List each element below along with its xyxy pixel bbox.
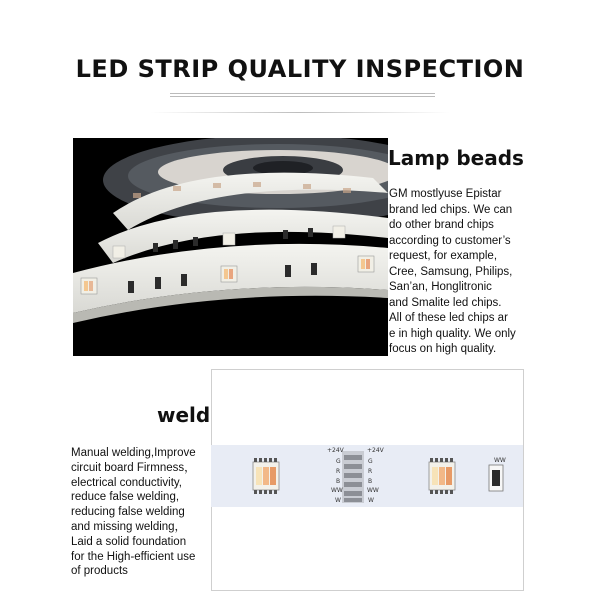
lamp-beads-line: GM mostlyuse Epistar — [389, 188, 502, 200]
weld-line: Laid a solid foundation — [71, 535, 187, 548]
pad-label-left: WW — [331, 487, 343, 494]
led-reel-photo-icon — [73, 138, 388, 356]
pad-label-right: R — [368, 468, 373, 475]
lamp-beads-line: San’an, Honglitronic — [389, 281, 492, 293]
weld-line: electrical conductivity, — [71, 476, 182, 489]
pad-label-left: R — [336, 468, 341, 475]
pad-label-left: +24V — [327, 447, 344, 454]
weld-line: for the High-efficient use — [71, 550, 196, 563]
lamp-beads-heading: Lamp beads — [388, 146, 524, 170]
rgbw-led-chip-icon — [253, 458, 279, 494]
weld-heading: weld — [157, 403, 211, 427]
weld-line: reduce false welding, — [71, 491, 180, 504]
pad-label-right: WW — [367, 487, 379, 494]
weld-description — [71, 446, 221, 579]
lamp-beads-line: brand led chips. We can — [389, 203, 513, 216]
lamp-beads-line: Cree, Samsung, Philips, — [389, 265, 513, 278]
lamp-beads-line: according to customer’s — [389, 234, 511, 247]
pad-label-right: +24V — [367, 447, 384, 454]
resistor-icon — [489, 465, 503, 491]
solder-pad-icon — [342, 451, 364, 503]
resistor-label: WW — [494, 457, 506, 464]
lamp-beads-line: e in high quality. We only — [389, 327, 516, 340]
lamp-beads-line: request, for example, — [389, 250, 498, 262]
page-title: LED STRIP QUALITY INSPECTION — [75, 55, 525, 83]
weld-line: of products — [71, 565, 128, 578]
subtitle-divider — [170, 93, 435, 99]
lamp-beads-line: All of these led chips ar — [389, 312, 508, 324]
weld-line: reducing false welding — [71, 506, 185, 519]
pad-label-right: W — [368, 497, 374, 504]
pad-label-right: G — [368, 458, 373, 465]
title-rule — [150, 112, 450, 113]
lamp-beads-line: do other brand chips — [389, 219, 494, 231]
led-reel-photo — [73, 138, 388, 356]
lamp-beads-line: focus on high quality. — [389, 343, 497, 355]
pad-label-right: B — [368, 478, 373, 485]
weld-line: Manual welding,Improve — [71, 447, 196, 459]
pad-label-left: W — [335, 497, 341, 504]
lamp-beads-description — [389, 187, 529, 358]
weld-strip-closeup — [211, 445, 523, 507]
rgbw-led-chip-icon — [429, 458, 455, 494]
pad-label-left: B — [336, 478, 341, 485]
weld-line: circuit board Firmness， — [71, 461, 196, 474]
lamp-beads-line: and Smalite led chips. — [389, 296, 502, 309]
weld-line: and missing welding， — [71, 520, 187, 533]
pad-label-left: G — [336, 458, 341, 465]
